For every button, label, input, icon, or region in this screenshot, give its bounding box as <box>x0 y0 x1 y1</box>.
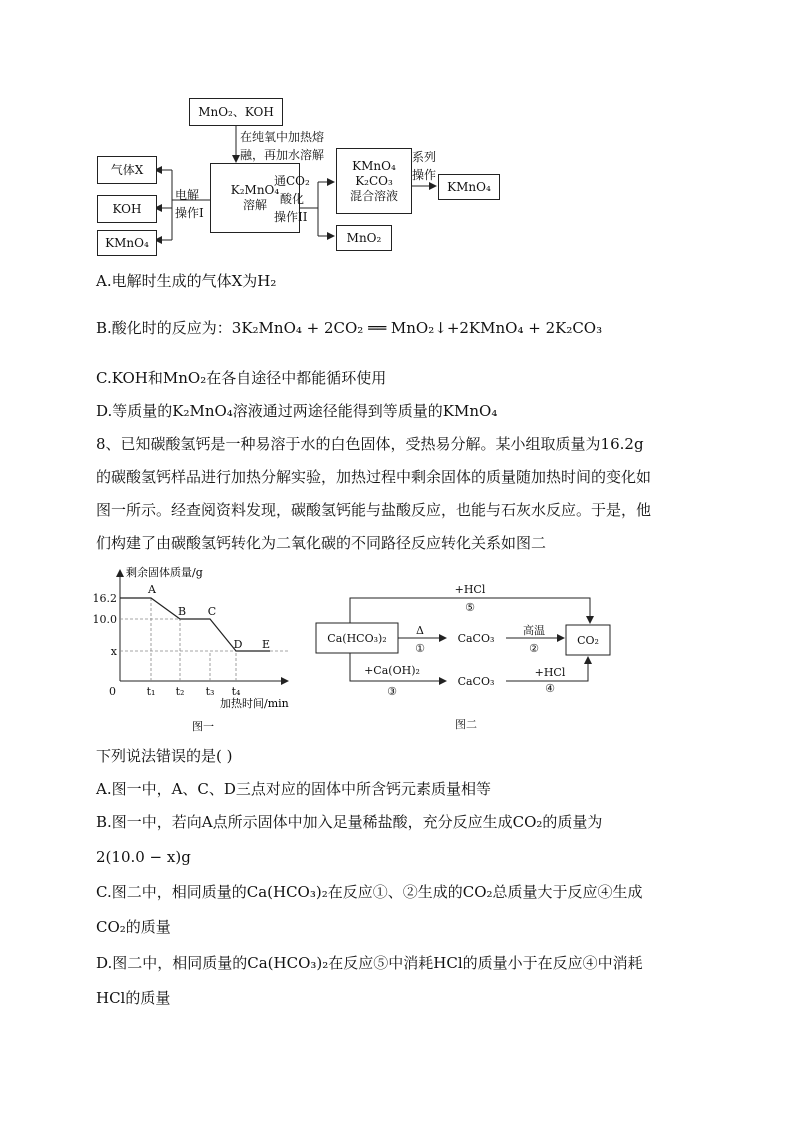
gas-x-label: 气体X <box>110 162 144 177</box>
graph1-point-B: B <box>177 605 187 618</box>
q8-option-d-line-1: D.图二中，相同质量的Ca(HCO₃)₂在反应⑤中消耗HCl的质量小于在反应④中消耗 <box>96 954 643 972</box>
co2-label: 通CO₂ <box>274 174 310 188</box>
q8-stem-line-4: 们构建了由碳酸氢钙转化为二氧化碳的不同路径反应转化关系如图二 <box>96 534 547 552</box>
q8-question: 下列说法错误的是( ) <box>96 747 233 765</box>
operation2-label: 操作II <box>274 210 308 224</box>
reaction2-label: 高温 <box>523 624 545 637</box>
graph1-xtick-0: t₁ <box>146 685 156 698</box>
q8-stem-line-3: 图一所示。经查阅资料发现，碳酸氢钙能与盐酸反应，也能与石灰水反应。于是，他 <box>96 501 652 519</box>
graph1-point-D: D <box>233 638 243 651</box>
reaction3-label: +Ca(OH)₂ <box>364 664 420 677</box>
q8-option-c-line-1: C.图二中，相同质量的Ca(HCO₃)₂在反应①、②生成的CO₂总质量大于反应④生成 <box>96 883 643 901</box>
q7-option-b: B.酸化时的反应为：3K₂MnO₄ + 2CO₂ ══ MnO₂↓+2KMnO₄ + 2K₂CO₃ <box>96 319 603 337</box>
graph1-caption: 图一 <box>192 720 214 733</box>
graph1 <box>92 562 300 737</box>
mixture-box <box>336 148 412 214</box>
reaction2-number: ② <box>529 642 539 655</box>
q8-option-b-line-2: 2(10.0 − x)g <box>96 848 191 866</box>
series-operation-label: 操作 <box>412 168 437 182</box>
graph1-ylabel: 剩余固体质量/g <box>126 566 203 579</box>
q7-option-c: C.KOH和MnO₂在各自途径中都能循环使用 <box>96 369 387 387</box>
final-kmno4-box <box>438 174 500 200</box>
q8-stem-line-2: 的碳酸氢钙样品进行加热分解实验，加热过程中剩余固体的质量随加热时间的变化如 <box>96 468 652 486</box>
reaction1-number: ① <box>415 642 425 655</box>
reaction5-number: ⑤ <box>465 601 475 614</box>
final-kmno4-label: KMnO₄ <box>447 179 491 194</box>
reaction5-label: +HCl <box>454 583 486 596</box>
operation1-label: 操作I <box>175 206 204 220</box>
graph1-xtick-3: t₄ <box>231 685 241 698</box>
graph1-xlabel: 加热时间/min <box>220 697 289 710</box>
graph1-origin: 0 <box>109 685 116 698</box>
reaction4-label: +HCl <box>534 666 566 679</box>
koh-label: KOH <box>112 201 142 216</box>
caco3-label-1: CaCO₃ <box>457 632 495 645</box>
mix-k2co3-label: K₂CO₃ <box>355 173 393 188</box>
caco3-label-2: CaCO₃ <box>457 675 495 688</box>
mno2-box <box>336 225 392 251</box>
figure2-caption: 图二 <box>455 718 477 731</box>
co2-label: CO₂ <box>577 634 599 647</box>
raw-material-label: MnO₂、KOH <box>198 104 274 119</box>
step1-label-1: 在纯氧中加热熔 <box>240 130 325 144</box>
graph1-xtick-2: t₃ <box>205 685 215 698</box>
mix-solution-label: 混合溶液 <box>349 188 398 203</box>
series-label: 系列 <box>412 150 437 164</box>
q7-option-d: D.等质量的K₂MnO₄溶液通过两途径能得到等质量的KMnO₄ <box>96 402 498 420</box>
figure2 <box>310 580 630 732</box>
kmno4-electro-box <box>97 230 157 256</box>
graph1-ytick-2: x <box>110 645 117 658</box>
acidify-label: 酸化 <box>280 192 305 206</box>
reaction1-label: Δ <box>416 624 424 637</box>
q8-option-d-line-2: HCl的质量 <box>96 989 171 1007</box>
k2mno4-label: K₂MnO₄ <box>230 183 280 197</box>
graph1-mass-curve <box>120 598 270 651</box>
graph1-point-E: E <box>261 638 271 651</box>
q8-stem-line-1: 8、已知碳酸氢钙是一种易溶于水的白色固体，受热易分解。某小组取质量为16.2g <box>96 435 644 453</box>
graph1-point-C: C <box>207 605 217 618</box>
raw-material-box <box>189 98 283 126</box>
mno2-label: MnO₂ <box>346 230 382 245</box>
q8-option-b-line-1: B.图一中，若向A点所示固体中加入足量稀盐酸，充分反应生成CO₂的质量为 <box>96 813 603 831</box>
koh-box <box>97 195 157 223</box>
q8-option-a: A.图一中，A、C、D三点对应的固体中所含钙元素质量相等 <box>96 780 491 798</box>
step1-label-2: 融，再加水溶解 <box>240 148 325 162</box>
graph1-xtick-1: t₂ <box>175 685 185 698</box>
k2mno4-dissolve-label: 溶解 <box>242 198 267 212</box>
graph1-point-A: A <box>148 583 156 596</box>
q8-option-c-line-2: CO₂的质量 <box>96 918 171 936</box>
reaction4-number: ④ <box>545 682 555 695</box>
reaction3-number: ③ <box>387 685 397 698</box>
electrolysis-label: 电解 <box>175 188 200 202</box>
graph1-ytick-1: 10.0 <box>92 613 117 626</box>
kmno4-electro-label: KMnO₄ <box>105 235 149 250</box>
gas-x-box <box>97 156 157 184</box>
mix-kmno4-label: KMnO₄ <box>352 158 396 173</box>
ca-hco3-label: Ca(HCO₃)₂ <box>327 632 387 645</box>
graph1-ytick-0: 16.2 <box>92 592 117 605</box>
q7-option-a: A.电解时生成的气体X为H₂ <box>96 272 277 290</box>
